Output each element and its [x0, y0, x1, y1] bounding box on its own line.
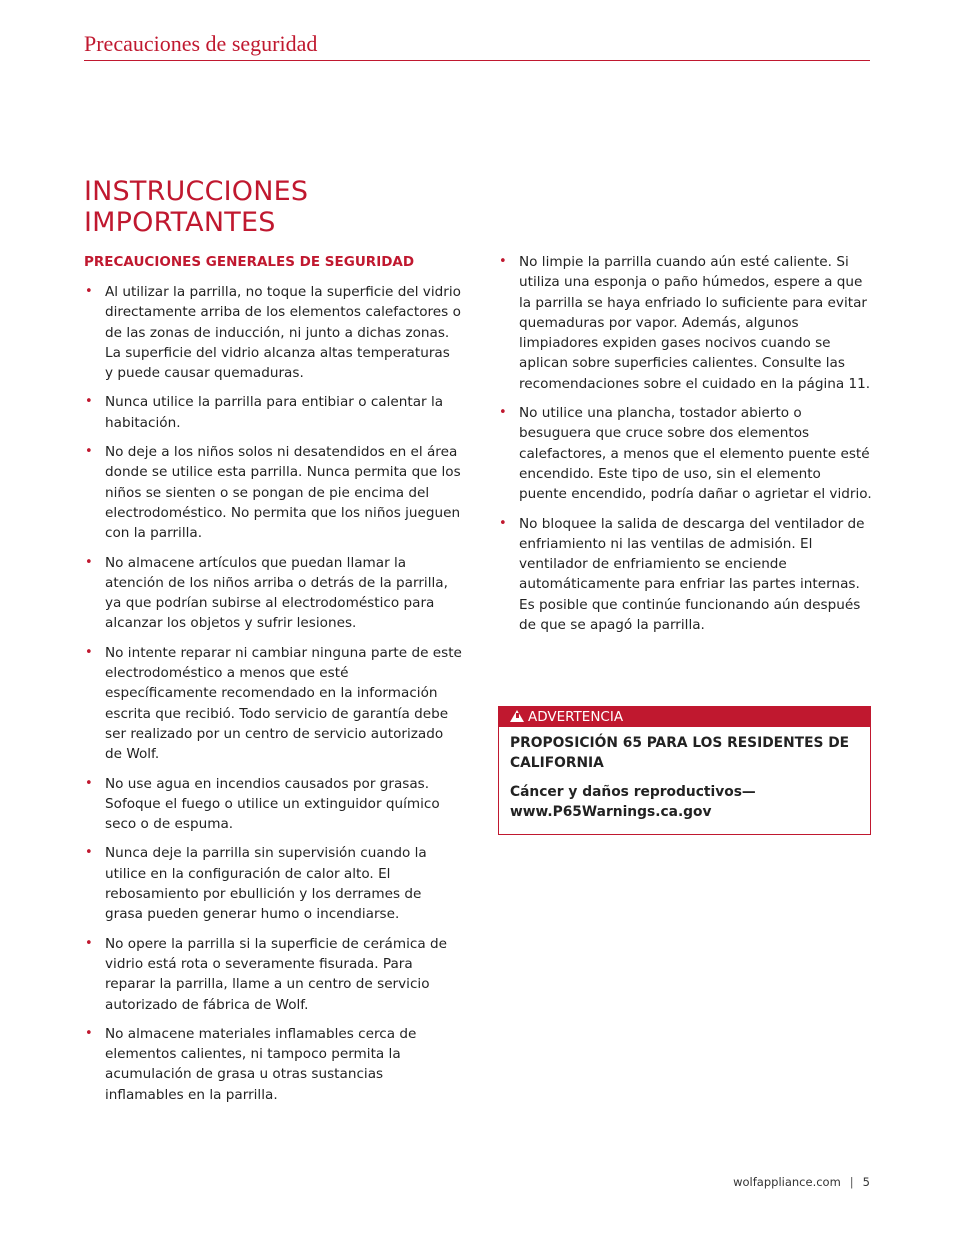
list-item: [84, 282, 462, 383]
list-item-text: No almacene materiales inflamables cerca de elementos calientes, ni tampoco permita la acumulación de grasa u otras sustancias inflamables en la parrilla.: [105, 1025, 417, 1103]
bullet-icon: •: [85, 644, 93, 660]
bullet-icon: •: [85, 444, 93, 460]
left-column: [84, 252, 462, 1114]
bullet-icon: •: [85, 935, 93, 951]
list-item-text: Nunca utilice la parrilla para entibiar o calentar la habitación.: [105, 394, 444, 431]
footer-separator: |: [849, 1175, 854, 1189]
section-heading: PRECAUCIONES GENERALES DE SEGURIDAD: [84, 254, 415, 270]
page-title-line-1: INSTRUCCIONES: [84, 176, 309, 207]
section-title: Precauciones de seguridad: [84, 31, 318, 56]
list-item-text: No almacene artículos que puedan llamar la atención de los niños arriba o detrás de la parrilla, ya que podrían subirse al electrodoméstico para alcanzar los objetos y sufrir lesiones.: [105, 554, 448, 632]
list-item-text: No intente reparar ni cambiar ninguna parte de este electrodoméstico a menos que esté específicamente recomendado en la información escrita que recibió. Todo servicio de garantía debe ser realizado por un centro de servicio autorizado de Wolf.: [105, 644, 462, 763]
bullet-icon: •: [85, 554, 93, 570]
page-number: 5: [862, 1175, 870, 1189]
bullet-icon: •: [85, 394, 93, 410]
list-item: [84, 1024, 462, 1105]
bullet-icon: •: [85, 775, 93, 791]
warning-heading: PROPOSICIÓN 65 PARA LOS RESIDENTES DE CALIFORNIA: [510, 735, 850, 771]
list-item-text: No utilice una plancha, tostador abierto o besuguera que cruce sobre dos elementos calefactores, a menos que el elemento puente esté encendido. Este tipo de uso, sin el elemento puente encendido, podría dañar o agrietar el vidrio.: [519, 405, 872, 503]
list-item: [84, 643, 462, 765]
list-item: [498, 252, 872, 394]
list-item-text: No limpie la parrilla cuando aún esté caliente. Si utiliza una esponja o paño húmedos, espere a que la parrilla se haya enfriado lo suficiente para evitar quemaduras por vapor. Además, algunos limpiadores expiden gases nocivos cuando se aplican sobre superficies calientes. Consulte las recomendaciones sobre el cuidado en la página 11.: [519, 254, 871, 392]
list-item: [84, 442, 462, 543]
bullet-icon: •: [85, 284, 93, 299]
list-item: [498, 403, 872, 504]
list-item: [84, 392, 462, 433]
footer-website: wolfappliance.com: [733, 1175, 841, 1189]
warning-label: ADVERTENCIA: [528, 709, 624, 725]
warning-text: Cáncer y daños reproductivos— www.P65Warnings.ca.gov: [510, 784, 756, 820]
list-item: [84, 843, 462, 924]
bullet-icon: •: [85, 1025, 93, 1041]
bullet-icon: •: [499, 515, 507, 531]
warning-body: [499, 727, 870, 822]
bullet-icon: •: [85, 845, 93, 861]
list-item: [84, 774, 462, 835]
list-item-text: Nunca deje la parrilla sin supervisión cuando la utilice en la configuración de calor alto. El rebosamiento por ebullición y los derrames de grasa pueden generar humo o incendiarse.: [105, 845, 427, 923]
list-item: [84, 553, 462, 634]
list-item-text: No bloquee la salida de descarga del ventilador de enfriamiento ni las ventilas de admisión. El ventilador de enfriamiento se enciende automáticamente para enfriar las partes internas. Es posible que continúe funcionando aún después de que se apagó la parrilla.: [519, 515, 865, 634]
warning-header: [499, 707, 870, 727]
bullet-icon: •: [499, 254, 507, 269]
warning-box: [498, 706, 871, 835]
list-item: [84, 934, 462, 1015]
bullet-icon: •: [499, 405, 507, 421]
list-item-text: No opere la parrilla si la superficie de cerámica de vidrio está rota o severamente fisurada. Para reparar la parrilla, llame a un centro de servicio autorizado de fábrica de Wolf.: [105, 935, 447, 1013]
list-item-text: Al utilizar la parrilla, no toque la superficie del vidrio directamente arriba de los elementos calefactores o de las zonas de inducción, ni junto a dichas zonas. La superficie del vidrio alcanza altas temperaturas y puede causar quemaduras.: [105, 284, 461, 382]
right-column: [498, 252, 872, 644]
safety-list-left: [84, 282, 462, 1105]
list-item: [498, 514, 872, 636]
page-title: [84, 176, 308, 238]
footer: [733, 1175, 870, 1189]
list-item-text: No use agua en incendios causados por grasas. Sofoque el fuego o utilice un extinguidor químico seco o de espuma.: [105, 775, 440, 833]
header-divider: [84, 60, 870, 61]
page-title-line-2: IMPORTANTES: [84, 207, 276, 238]
safety-list-right: [498, 252, 872, 635]
list-item-text: No deje a los niños solos ni desatendidos en el área donde se utilice esta parrilla. Nunca permita que los niños se sienten o se pongan de pie encima del electrodoméstico. No permita que los niños jueguen con la parrilla.: [105, 444, 461, 542]
warning-triangle-icon: [510, 710, 524, 722]
